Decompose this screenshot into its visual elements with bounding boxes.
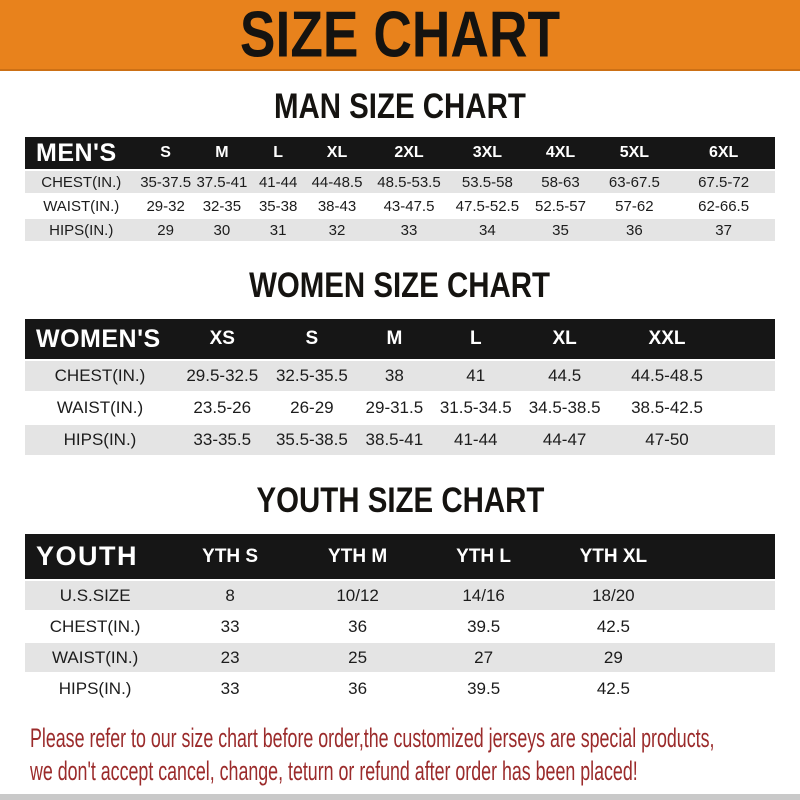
size-value-cell: 42.5 <box>547 674 680 703</box>
size-value-cell: 41-44 <box>435 425 518 455</box>
size-value-cell: 26-29 <box>270 393 355 423</box>
table-row <box>25 219 775 241</box>
size-value-cell: 38 <box>354 361 434 391</box>
size-value-cell: 25 <box>295 643 420 672</box>
table-row <box>25 425 775 455</box>
measurement-label: WAIST(IN.) <box>25 393 175 423</box>
banner <box>0 0 800 71</box>
size-value-cell: 37 <box>672 219 775 241</box>
measurement-label: WAIST(IN.) <box>25 643 165 672</box>
size-value-cell: 39.5 <box>420 674 547 703</box>
size-value-cell: 33-35.5 <box>175 425 270 455</box>
size-value-cell: 32 <box>306 219 368 241</box>
table-row <box>25 581 775 610</box>
size-column-header: L <box>435 319 518 359</box>
page-title: SIZE CHART <box>239 0 561 71</box>
table-row <box>25 674 775 703</box>
size-value-cell: 29-32 <box>138 195 194 217</box>
size-column-header: 3XL <box>450 137 524 169</box>
header-spacer-cell <box>680 534 775 579</box>
size-value-cell: 34.5-38.5 <box>517 393 612 423</box>
size-value-cell: 35-37.5 <box>138 171 194 193</box>
size-value-cell: 38-43 <box>306 195 368 217</box>
size-value-cell: 35.5-38.5 <box>270 425 355 455</box>
measurement-label: HIPS(IN.) <box>25 674 165 703</box>
size-value-cell: 41 <box>435 361 518 391</box>
size-column-header: L <box>250 137 306 169</box>
size-value-cell: 44-48.5 <box>306 171 368 193</box>
table-header-row <box>25 534 775 579</box>
men-section-title-text: MAN SIZE CHART <box>274 86 526 126</box>
row-spacer-cell <box>722 393 775 423</box>
size-value-cell: 31 <box>250 219 306 241</box>
size-value-cell: 27 <box>420 643 547 672</box>
size-value-cell: 36 <box>596 219 672 241</box>
table-header-row <box>25 319 775 359</box>
size-column-header: XL <box>517 319 612 359</box>
measurement-label: CHEST(IN.) <box>25 361 175 391</box>
size-value-cell: 58-63 <box>524 171 596 193</box>
size-value-cell: 43-47.5 <box>368 195 451 217</box>
youth-table-wrap <box>0 532 800 705</box>
size-value-cell: 44.5-48.5 <box>612 361 722 391</box>
size-value-cell: 36 <box>295 674 420 703</box>
size-value-cell: 44.5 <box>517 361 612 391</box>
size-column-header: 4XL <box>524 137 596 169</box>
size-value-cell: 47-50 <box>612 425 722 455</box>
table-row <box>25 171 775 193</box>
size-column-header: S <box>138 137 194 169</box>
youth-size-table <box>25 532 775 705</box>
size-value-cell: 33 <box>165 674 295 703</box>
row-spacer-cell <box>722 425 775 455</box>
table-row <box>25 195 775 217</box>
youth-section-title-text: YOUTH SIZE CHART <box>256 480 544 520</box>
women-section-title <box>0 265 800 305</box>
women-section-title-text: WOMEN SIZE CHART <box>249 265 551 305</box>
size-column-header: XXL <box>612 319 722 359</box>
size-value-cell: 35 <box>524 219 596 241</box>
table-group-label: YOUTH <box>25 534 165 579</box>
size-value-cell: 32-35 <box>194 195 250 217</box>
size-column-header: S <box>270 319 355 359</box>
size-value-cell: 38.5-41 <box>354 425 434 455</box>
row-spacer-cell <box>680 581 775 610</box>
size-value-cell: 18/20 <box>547 581 680 610</box>
size-column-header: 5XL <box>596 137 672 169</box>
table-row <box>25 361 775 391</box>
row-spacer-cell <box>680 643 775 672</box>
size-value-cell: 44-47 <box>517 425 612 455</box>
size-column-header: XS <box>175 319 270 359</box>
table-group-label: MEN'S <box>25 137 138 169</box>
header-spacer-cell <box>722 319 775 359</box>
size-value-cell: 33 <box>368 219 451 241</box>
size-column-header: M <box>194 137 250 169</box>
disclaimer-line-1: Please refer to our size chart before order,the customized jerseys are special products, <box>30 723 715 753</box>
size-column-header: 6XL <box>672 137 775 169</box>
size-column-header: YTH L <box>420 534 547 579</box>
size-value-cell: 48.5-53.5 <box>368 171 451 193</box>
size-value-cell: 23 <box>165 643 295 672</box>
measurement-label: CHEST(IN.) <box>25 612 165 641</box>
size-value-cell: 14/16 <box>420 581 547 610</box>
size-value-cell: 53.5-58 <box>450 171 524 193</box>
size-column-header: XL <box>306 137 368 169</box>
men-section-title <box>0 86 800 126</box>
table-row <box>25 393 775 423</box>
size-value-cell: 30 <box>194 219 250 241</box>
youth-section-title <box>0 480 800 520</box>
size-value-cell: 10/12 <box>295 581 420 610</box>
section-women <box>0 265 800 457</box>
size-value-cell: 37.5-41 <box>194 171 250 193</box>
size-column-header: 2XL <box>368 137 451 169</box>
table-header-row <box>25 137 775 169</box>
size-value-cell: 32.5-35.5 <box>270 361 355 391</box>
size-value-cell: 57-62 <box>596 195 672 217</box>
size-column-header: M <box>354 319 434 359</box>
row-spacer-cell <box>680 612 775 641</box>
row-spacer-cell <box>680 674 775 703</box>
section-men <box>0 86 800 243</box>
size-value-cell: 36 <box>295 612 420 641</box>
size-value-cell: 62-66.5 <box>672 195 775 217</box>
size-column-header: YTH S <box>165 534 295 579</box>
size-value-cell: 47.5-52.5 <box>450 195 524 217</box>
size-value-cell: 29-31.5 <box>354 393 434 423</box>
women-table-wrap <box>0 317 800 457</box>
measurement-label: CHEST(IN.) <box>25 171 138 193</box>
size-value-cell: 42.5 <box>547 612 680 641</box>
size-value-cell: 23.5-26 <box>175 393 270 423</box>
section-youth <box>0 480 800 705</box>
row-spacer-cell <box>722 361 775 391</box>
measurement-label: HIPS(IN.) <box>25 219 138 241</box>
measurement-label: U.S.SIZE <box>25 581 165 610</box>
size-value-cell: 8 <box>165 581 295 610</box>
table-row <box>25 612 775 641</box>
size-value-cell: 39.5 <box>420 612 547 641</box>
size-column-header: YTH XL <box>547 534 680 579</box>
disclaimer <box>30 722 800 788</box>
size-value-cell: 29 <box>547 643 680 672</box>
size-column-header: YTH M <box>295 534 420 579</box>
size-value-cell: 29 <box>138 219 194 241</box>
size-value-cell: 31.5-34.5 <box>435 393 518 423</box>
size-value-cell: 63-67.5 <box>596 171 672 193</box>
table-group-label: WOMEN'S <box>25 319 175 359</box>
measurement-label: HIPS(IN.) <box>25 425 175 455</box>
size-value-cell: 35-38 <box>250 195 306 217</box>
size-value-cell: 34 <box>450 219 524 241</box>
size-value-cell: 29.5-32.5 <box>175 361 270 391</box>
measurement-label: WAIST(IN.) <box>25 195 138 217</box>
size-value-cell: 67.5-72 <box>672 171 775 193</box>
table-row <box>25 643 775 672</box>
disclaimer-line-2: we don't accept cancel, change, teturn or refund after order has been placed! <box>30 756 638 786</box>
women-size-table <box>25 317 775 457</box>
men-size-table <box>25 135 775 243</box>
size-value-cell: 38.5-42.5 <box>612 393 722 423</box>
size-value-cell: 33 <box>165 612 295 641</box>
size-value-cell: 41-44 <box>250 171 306 193</box>
bottom-edge-strip <box>0 794 800 800</box>
men-table-wrap <box>0 135 800 243</box>
size-value-cell: 52.5-57 <box>524 195 596 217</box>
